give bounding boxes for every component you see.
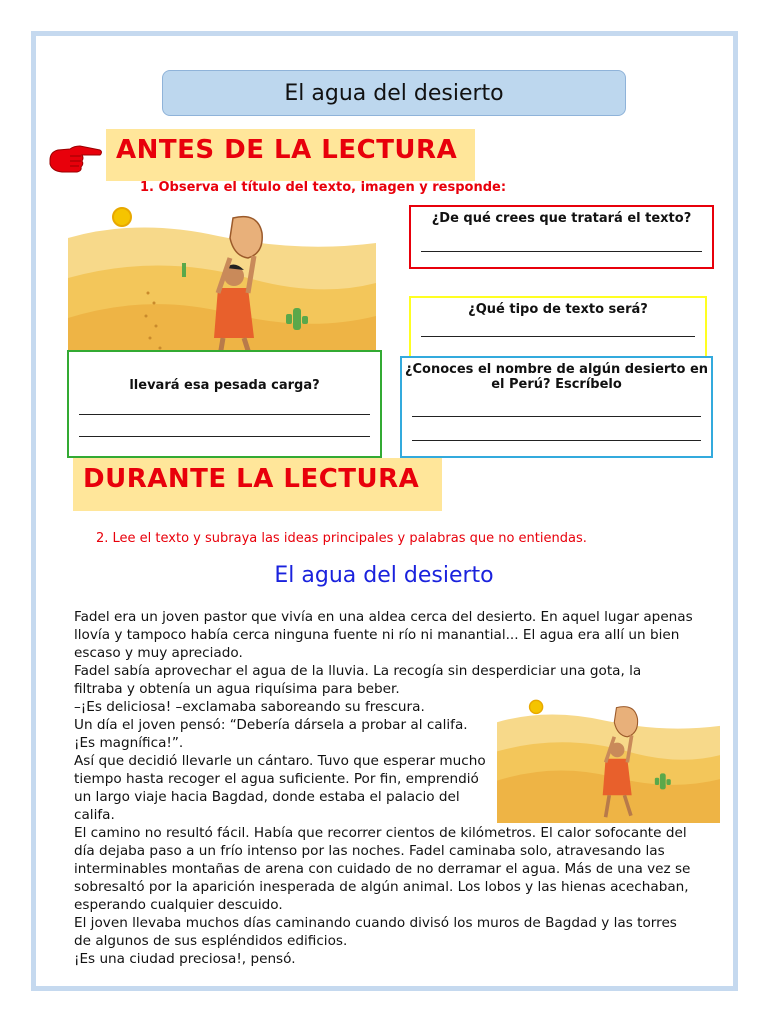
- story-paragraph: El camino no resultó fácil. Había que recorrer cientos de kilómetros. El calor sofocante del día dejaba paso a un frío intenso por las noches. Fadel caminaba solo, atravesando las interminables montañas de arena con cuidado de no derramar el agua. Más de una vez se sobresaltó por la aparición inesperada de algún animal. Los lobos y las hienas acechaban, esperando cualquier descuido.: [74, 825, 691, 913]
- answer-line[interactable]: [412, 416, 701, 417]
- story-paragraph: Fadel sabía aprovechar el agua de la lluvia. La recogía sin desperdiciar una gota, la filtraba y obtenía un agua riquísima para beber.: [74, 663, 642, 697]
- answer-line[interactable]: [421, 251, 702, 252]
- instruction-observe: 1. Observa el título del texto, imagen y responde:: [140, 180, 507, 195]
- question-topic: ¿De qué crees que tratará el texto?: [431, 211, 692, 226]
- question-load: llevará esa pesada carga?: [129, 378, 320, 393]
- story-paragraph: ¡Es una ciudad preciosa!, pensó.: [74, 951, 296, 967]
- story-title: El agua del desierto: [274, 563, 494, 588]
- desert-illustration-small: [497, 693, 720, 823]
- question-text-type: ¿Qué tipo de texto será?: [468, 302, 648, 317]
- story-paragraph: Un día el joven pensó: “Debería dársela a probar al califa.: [74, 717, 468, 733]
- answer-line[interactable]: [79, 414, 370, 415]
- question-box-load: [67, 350, 382, 458]
- answer-line[interactable]: [79, 436, 370, 437]
- story-paragraph: Así que decidió llevarle un cántaro. Tuvo que esperar mucho tiempo hasta recoger el agua suficiente. Por fin, emprendió un largo viaje hacia Bagdad, donde estaba el palacio del califa.: [74, 753, 486, 823]
- instruction-read: 2. Lee el texto y subraya las ideas principales y palabras que no entiendas.: [96, 531, 587, 546]
- story-paragraph: El joven llevaba muchos días caminando cuando divisó los muros de Bagdad y las torres de algunos de sus espléndidos edificios.: [74, 915, 677, 949]
- answer-line[interactable]: [421, 336, 695, 337]
- question-box-topic: [409, 205, 714, 269]
- page-title: El agua del desierto: [162, 70, 626, 116]
- question-desert: ¿Conoces el nombre de algún desierto en el Perú? Escríbelo: [404, 362, 709, 392]
- pointing-hand-icon: [48, 140, 104, 176]
- story-paragraph: ¡Es magnífica!”.: [74, 735, 184, 751]
- section-banner-antes: ANTES DE LA LECTURA: [106, 129, 475, 181]
- section-banner-durante: DURANTE LA LECTURA: [73, 458, 442, 511]
- question-box-text-type: [409, 296, 707, 358]
- story-paragraph: Fadel era un joven pastor que vivía en una aldea cerca del desierto. En aquel lugar apenas llovía y tampoco había cerca ninguna fuente ni río ni manantial... El agua era allí un bien escaso y muy apreciado.: [74, 609, 693, 661]
- question-box-desert: [400, 356, 713, 458]
- answer-line[interactable]: [412, 440, 701, 441]
- story-paragraph: –¡Es deliciosa! –exclamaba saboreando su frescura.: [74, 699, 425, 715]
